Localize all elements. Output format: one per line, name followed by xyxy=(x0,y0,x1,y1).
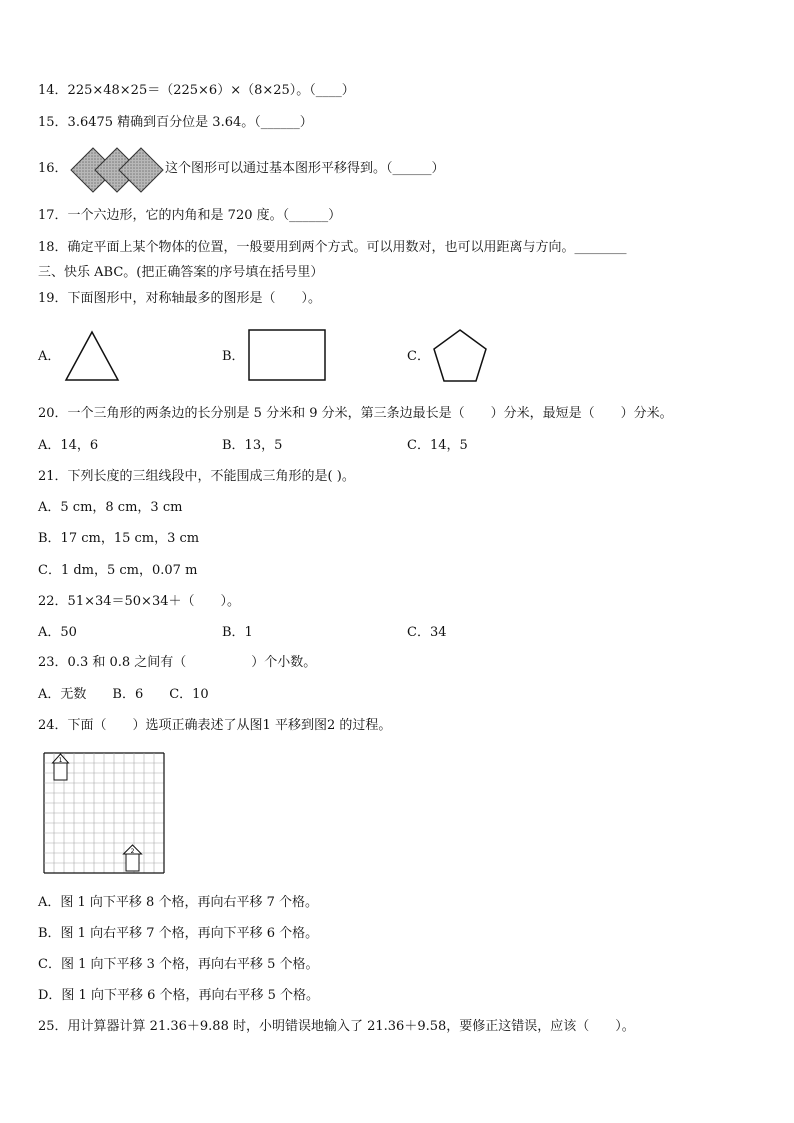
figure-2-label: 2 xyxy=(130,848,135,855)
q24-option-a: A．图 1 向下平移 8 个格，再向右平移 7 个格。 xyxy=(38,895,318,910)
question-15: 15．3.6475 精确到百分位是 3.64。（______） xyxy=(38,115,313,130)
q20-option-c: C．14，5 xyxy=(407,438,468,453)
question-16-text: 这个图形可以通过基本图形平移得到。（______） xyxy=(165,161,445,176)
q19-option-c-label: C． xyxy=(407,349,430,364)
triangle-shape xyxy=(64,330,120,382)
figure-1-label: 1 xyxy=(58,757,63,764)
q24-option-d: D．图 1 向下平移 6 个格，再向右平移 5 个格。 xyxy=(38,988,320,1003)
q19-option-b-label: B． xyxy=(222,349,245,364)
q19-option-a-label: A． xyxy=(38,349,61,364)
house-figure-1 xyxy=(53,754,69,780)
question-18: 18．确定平面上某个物体的位置，一般要用到两个方式。可以用数对，也可以用距离与方向。________ xyxy=(38,240,627,255)
rectangle-shape xyxy=(247,328,327,382)
question-21: 21．下列长度的三组线段中，不能围成三角形的是( )。 xyxy=(38,469,355,484)
q22-option-b: B．1 xyxy=(222,625,253,640)
q21-option-a: A．5 cm，8 cm，3 cm xyxy=(38,500,183,515)
q20-option-b: B．13，5 xyxy=(222,438,283,453)
q24-option-b: B．图 1 向右平移 7 个格，再向下平移 6 个格。 xyxy=(38,926,319,941)
question-25: 25．用计算器计算 21.36＋9.88 时，小明错误地输入了 21.36＋9.58，要修正这错误，应该（ ）。 xyxy=(38,1019,635,1034)
question-16-number: 16． xyxy=(38,161,68,176)
translated-diamonds-figure xyxy=(70,146,164,194)
question-22: 22．51×34＝50×34＋（ ）。 xyxy=(38,594,240,609)
section-3-heading: 三、快乐 ABC。(把正确答案的序号填在括号里） xyxy=(38,265,324,280)
house-figure-2 xyxy=(124,845,142,871)
question-20: 20．一个三角形的两条边的长分别是 5 分米和 9 分米，第三条边最长是（ ）分米，最短是（ ）分米。 xyxy=(38,406,673,421)
q21-option-c: C．1 dm，5 cm，0.07 m xyxy=(38,563,198,578)
translation-grid-figure xyxy=(42,751,168,875)
question-24: 24．下面（ ）选项正确表述了从图1 平移到图2 的过程。 xyxy=(38,718,392,733)
pentagon-shape xyxy=(431,328,489,384)
question-23: 23．0.3 和 0.8 之间有（ ）个小数。 xyxy=(38,655,317,670)
q22-option-c: C．34 xyxy=(407,625,447,640)
question-14: 14．225×48×25＝（225×6）×（8×25）。（____） xyxy=(38,83,355,98)
q22-option-a: A．50 xyxy=(38,625,77,640)
q20-option-a: A．14，6 xyxy=(38,438,99,453)
question-19: 19．下面图形中，对称轴最多的图形是（ ）。 xyxy=(38,291,322,306)
q23-options: A．无数 B．6 C．10 xyxy=(38,687,209,702)
question-17: 17．一个六边形，它的内角和是 720 度。（______） xyxy=(38,208,342,223)
q24-option-c: C．图 1 向下平移 3 个格，再向右平移 5 个格。 xyxy=(38,957,319,972)
q21-option-b: B．17 cm，15 cm，3 cm xyxy=(38,531,200,546)
